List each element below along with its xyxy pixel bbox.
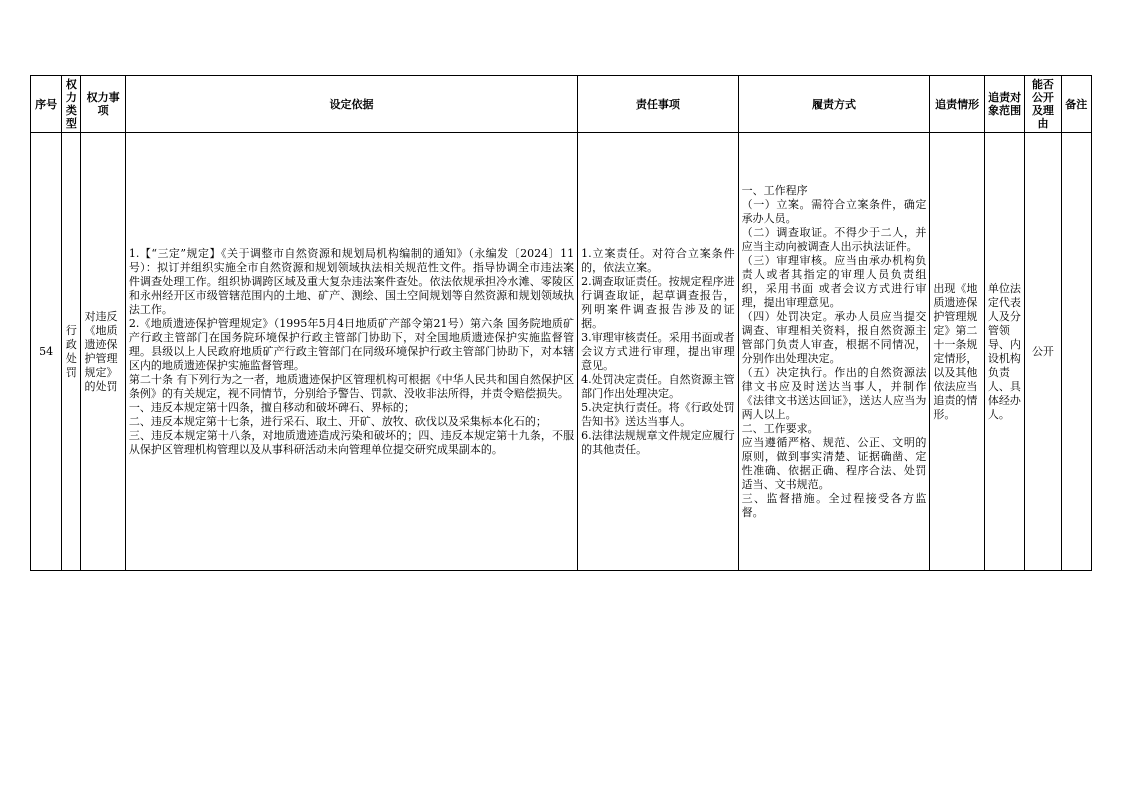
method-line: 应当遵循严格、规范、公正、文明的原则，做到事实清楚、证据确凿、定性准确、依据正确、程序合法、处罚适当、文书规范。: [741, 435, 927, 491]
header-disclosure: 能否公开及理由: [1025, 76, 1061, 133]
header-power-item: 权力事项: [81, 76, 125, 133]
method-line: （二）调查取证。不得少于二人，并应当主动向被调查人出示执法证件。: [741, 225, 927, 253]
method-line: （三）审理审核。应当由承办机构负责人或者其指定的审理人员负责组织，采用书面 或者会议方式进行审理，提出审理意见。: [741, 253, 927, 309]
responsibility-item: 4.处罚决定责任。自然资源主管部门作出处理决定。: [581, 372, 735, 400]
table-header-row: [31, 76, 1092, 133]
cell-scope: 单位法定代表人及分管领导、内设机构负责人、具体经办人。: [984, 133, 1024, 571]
cell-accountability: 出现《地质遗迹保护管理规定》第二十一条规定情形，以及其他依法应当追责的情形。: [930, 133, 985, 571]
responsibility-item: 1.立案责任。对符合立案条件的，依法立案。: [581, 246, 735, 274]
header-responsibility: 责任事项: [578, 76, 739, 133]
header-scope: 追责对象范围: [984, 76, 1024, 133]
header-power-type: 权力类型: [62, 76, 81, 133]
header-remarks: 备注: [1061, 76, 1091, 133]
basis-paragraph: 第二十条 有下列行为之一者，地质遗迹保护区管理机构可根据《中华人民共和国自然保护区条例》的有关规定，视不同情节，分别给予警告、罚款、没收非法所得，并责令赔偿损失。: [128, 372, 575, 400]
cell-disclosure: 公开: [1025, 133, 1061, 571]
method-line: （五）决定执行。作出的自然资源法律文书应及时送达当事人，并制作《法律文书送达回证》，送达人应当为两人以上。: [741, 365, 927, 421]
header-basis: 设定依据: [125, 76, 577, 133]
basis-paragraph: 1.【“三定”规定】《关于调整市自然资源和规划局机构编制的通知》（永编发〔2024〕11号）：拟订并组织实施全市自然资源和规划领域执法相关规范性文件。指导协调全市违法案件调查处理工作。组织协调跨区域及重大复杂违法案件查处。依法依规承担冷水滩、零陵区和永州经开区市级管辖范围内的土地、矿产、测绘、国土空间规划等自然资源和规划领域执法工作。: [128, 246, 575, 316]
cell-power-type: 行政处罚: [62, 133, 81, 571]
basis-paragraph: 二、违反本规定第十七条，进行采石、取土、开矿、放牧、砍伐以及采集标本化石的；: [128, 414, 547, 428]
cell-responsibility: [578, 133, 739, 571]
header-accountability: 追责情形: [930, 76, 985, 133]
table-row: [31, 133, 1092, 571]
power-list-table: [30, 75, 1092, 571]
cell-remarks: [1061, 133, 1091, 571]
cell-seq: 54: [31, 133, 62, 571]
responsibility-item: 6.法律法规规章文件规定应履行的其他责任。: [581, 428, 735, 456]
basis-paragraph: 三、违反本规定第十八条，对地质遗迹造成污染和破坏的；四、违反本规定第十九条，不服从保护区管理机构管理以及从事科研活动未向管理单位提交研究成果副本的。: [128, 428, 575, 456]
basis-paragraph: 2.《地质遗迹保护管理规定》（1995年5月4日地质矿产部令第21号）第六条 国务院地质矿产行政主管部门在国务院环境保护行政主管部门协助下，对全国地质遗迹保护实施监督管理。县级以上人民政府地质矿产行政主管部门在同级环境保护行政主管部门协助下，对本辖区内的地质遗迹保护实施监督管理。: [128, 316, 575, 372]
method-line: （一）立案。需符合立案条件，确定承办人员。: [741, 197, 927, 225]
cell-basis: [125, 133, 577, 571]
header-method: 履责方式: [738, 76, 930, 133]
method-line: （四）处罚决定。承办人员应当提交调查、审理相关资料，报自然资源主管部门负责人审查，根据不同情况，分别作出处理决定。: [741, 309, 927, 365]
responsibility-item: 3.审理审核责任。采用书面或者会议方式进行审理，提出审理意见。: [581, 330, 735, 372]
method-line: 一、工作程序: [741, 183, 808, 197]
basis-paragraph: 一、违反本规定第十四条，擅自移动和破坏碑石、界标的；: [128, 400, 415, 414]
header-seq: 序号: [31, 76, 62, 133]
responsibility-item: 2.调查取证责任。按规定程序进行调查取证，起草调查报告，列明案件调查报告涉及的证据。: [581, 274, 735, 330]
method-line: 二、工作要求。: [741, 421, 819, 435]
cell-method: [738, 133, 930, 571]
method-line: 三、监督措施。全过程接受各方监督。: [741, 491, 927, 519]
responsibility-item: 5.决定执行责任。将《行政处罚告知书》送达当事人。: [581, 400, 735, 428]
cell-power-item: 对违反《地质遗迹保护管理规定》的处罚: [81, 133, 125, 571]
